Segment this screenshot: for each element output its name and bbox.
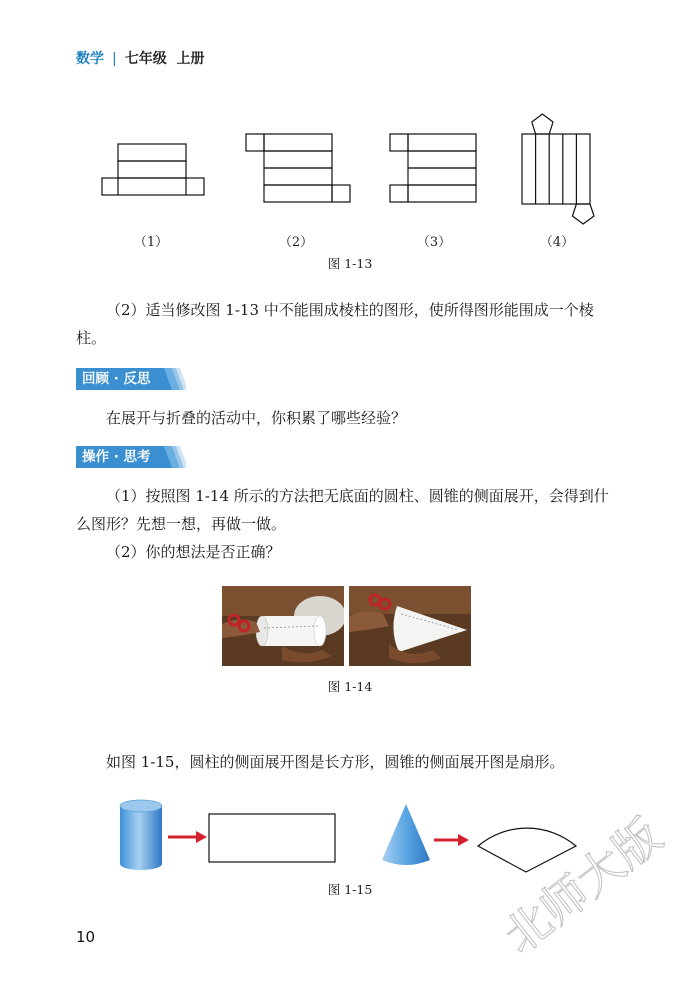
- page-number: 10: [76, 928, 96, 946]
- review-tag-label: 回顾 · 反思: [82, 371, 151, 387]
- figure-1-13-label-4: （4）: [539, 235, 575, 250]
- figure-1-13-label-3: （3）: [416, 235, 452, 250]
- header-volume: 上册: [176, 51, 205, 67]
- review-text: 在展开与折叠的活动中，你积累了哪些经验？: [106, 409, 407, 427]
- figure-1-14-caption: 图 1-14: [327, 679, 373, 694]
- net-2: [246, 134, 350, 202]
- figure-1-15-caption: 图 1-15: [327, 882, 373, 897]
- header-grade: 七年级: [124, 51, 167, 67]
- figure-1-13-nets: [90, 108, 610, 228]
- question-2-text: （2）适当修改图 1-13 中不能围成棱柱的图形，使所得图形能围成一个棱柱。: [76, 301, 594, 347]
- header-subject: 数学: [76, 51, 104, 67]
- operate-question-1: （1）按照图 1-14 所示的方法把无底面的圆柱、圆锥的侧面展开，会得到什么图形？先想一想，再做一做。: [76, 487, 609, 533]
- header-separator: |: [112, 51, 117, 67]
- figure-1-13-caption: 图 1-13: [327, 256, 373, 271]
- operate-tag-label: 操作 · 思考: [82, 449, 151, 465]
- cone-cut-illustration: [349, 586, 471, 666]
- cylinder-shape: [120, 800, 162, 870]
- net-1: [102, 144, 204, 195]
- net-3: [390, 134, 476, 202]
- net-4: [522, 114, 594, 224]
- operate-section-tag: [76, 446, 192, 468]
- figure-1-13-label-2: （2）: [278, 235, 314, 250]
- figure-1-13-label-1: （1）: [133, 235, 169, 250]
- watermark-text: 北师大版: [493, 807, 672, 964]
- photo-cutting-cylinder: [222, 586, 344, 666]
- statement-text: 如图 1-15，圆柱的侧面展开图是长方形，圆锥的侧面展开图是扇形。: [106, 753, 565, 771]
- cylinder-cut-illustration: [222, 586, 344, 666]
- cone-shape: [382, 804, 430, 865]
- running-header: [76, 48, 204, 68]
- arrow-right-icon: [168, 831, 207, 843]
- operate-question-2: （2）你的想法是否正确？: [106, 543, 281, 561]
- review-section-tag: [76, 368, 192, 390]
- photo-cutting-cone: [349, 586, 471, 666]
- arrow-right-icon: [434, 834, 469, 846]
- publisher-watermark: [480, 770, 696, 970]
- rectangle-net: [209, 814, 335, 862]
